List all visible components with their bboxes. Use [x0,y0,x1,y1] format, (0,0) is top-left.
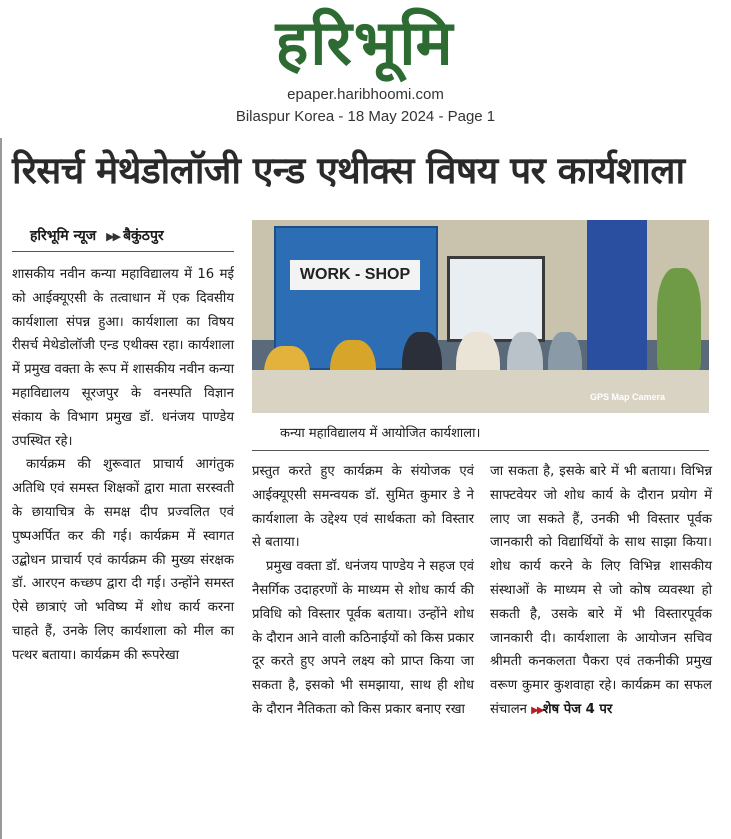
byline [30,222,230,250]
article-paragraph: कार्यक्रम की शुरूवात प्राचार्य आगंतुक अतिथि एवं समस्त शिक्षकों द्वारा माता सरस्वती के छायाचित्र के समक्ष दीप प्रज्वलित एवं पुष्पअर्पित कर की गई। कार्यक्रम में स्वागत उद्बोधन प्राचार्य एवं कार्यक्रम की मुख्य संरक्षक डॉ. आरएन कच्छप द्वारा दी गई। उन्होंने समस्त ऐसे छात्राएं जो भविष्य में शोध कार्य करना चाहते हैं, उनके लिए कार्यशाला को मील का पत्थर बताया। कार्यक्रम की रूपरेखा [12,457,234,663]
photo-projector-screen [447,256,545,342]
article-column-3 [490,460,712,723]
article-paragraph-text: जा सकता है, इसके बारे में भी बताया। विभिन्न साफ्टवेयर जो शोध कार्य के दौरान प्रयोग में लाए जा सकते हैं, उनकी भी विस्तार पूर्वक जानकारी को विद्यार्थियों के साथ साझा किया। शोध कार्य करने के लिए विभिन्न शासकीय संस्थाओं के माध्यम से जो कोष व्यवस्था हो सकती है, उसके बारे में भी विस्तारपूर्वक जानकारी दी। कार्यशाला के आयोजन सचिव श्रीमती कनकलता पैकरा एवं तकनीकी प्रमुख वरूण कुमार कुशवाहा रहे। कार्यक्रम का सफल संचालन [490,464,712,717]
article-paragraph: शासकीय नवीन कन्या महाविद्यालय में 16 मई को आईक्यूएसी के तत्वाधान में एक दिवसीय कार्यशाला संपन्न हुआ। कार्यशाला का विषय रीसर्च मेथेडोलॉजी एन्ड एथीक्स रहा। कार्यशाला में प्रमुख वक्ता के रूप में शासकीय नवीन कन्या महाविद्यालय सूरजपुर के वनस्पति विज्ञान संकाय के विभाग प्रमुख डॉ. धनंजय पाण्डेय उपस्थित रहे। [12,267,234,449]
continued-arrow-icon: ▶▶ [531,704,543,716]
event-photo [252,220,709,413]
photo-person [657,268,701,372]
byline-divider [12,251,234,252]
continued-link[interactable] [531,702,612,717]
epaper-site-url[interactable]: epaper.haribhoomi.com [287,86,444,103]
photo-caption: कन्या महाविद्यालय में आयोजित कार्यशाला। [280,426,481,441]
edition-line: Bilaspur Korea - 18 May 2024 - Page 1 [235,108,496,125]
byline-place: बैकुंठपुर [123,228,164,244]
article-paragraph [490,460,712,723]
masthead [0,0,731,132]
photo-banner-text: WORK - SHOP [290,260,420,290]
byline-arrow-icon: ▶▶ [106,230,120,243]
photo-curtain [587,220,647,370]
article-column-1 [12,263,234,668]
photo-watermark: GPS Map Camera [590,392,666,402]
left-border-rule [0,138,2,839]
haribhoomi-logo[interactable] [200,2,530,84]
byline-source: हरिभूमि न्यूज [30,228,97,244]
article-column-2 [252,460,474,722]
caption-divider [252,450,709,451]
continued-text: शेष पेज 4 पर [542,701,613,717]
article-headline: रिसर्च मेथेडोलॉजी एन्ड एथीक्स विषय पर कार्यशाला [12,149,685,192]
logo-text: हरिभूमि [275,6,455,79]
article-paragraph: प्रमुख वक्ता डॉ. धनंजय पाण्डेय ने सहज एवं नैसर्गिक उदाहरणों के माध्यम से शोध कार्य की प्रविधि को विस्तार पूर्वक बताया। उन्होंने शोध के दौरान आने वाली कठिनाईयों को किस प्रकार दूर करते हुए अपने लक्ष्य को प्राप्त किया जा सकता है, इसको भी समझाया, साथ ही शोध के दौरान नैतिकता को किस प्रकार बनाए रखा [252,559,474,717]
article-paragraph: प्रस्तुत करते हुए कार्यक्रम के संयोजक एवं आईक्यूएसी समन्वयक डॉ. सुमित कुमार डे ने कार्यशाला के उद्देश्य एवं सार्थकता को विस्तार से बताया। [252,464,474,551]
